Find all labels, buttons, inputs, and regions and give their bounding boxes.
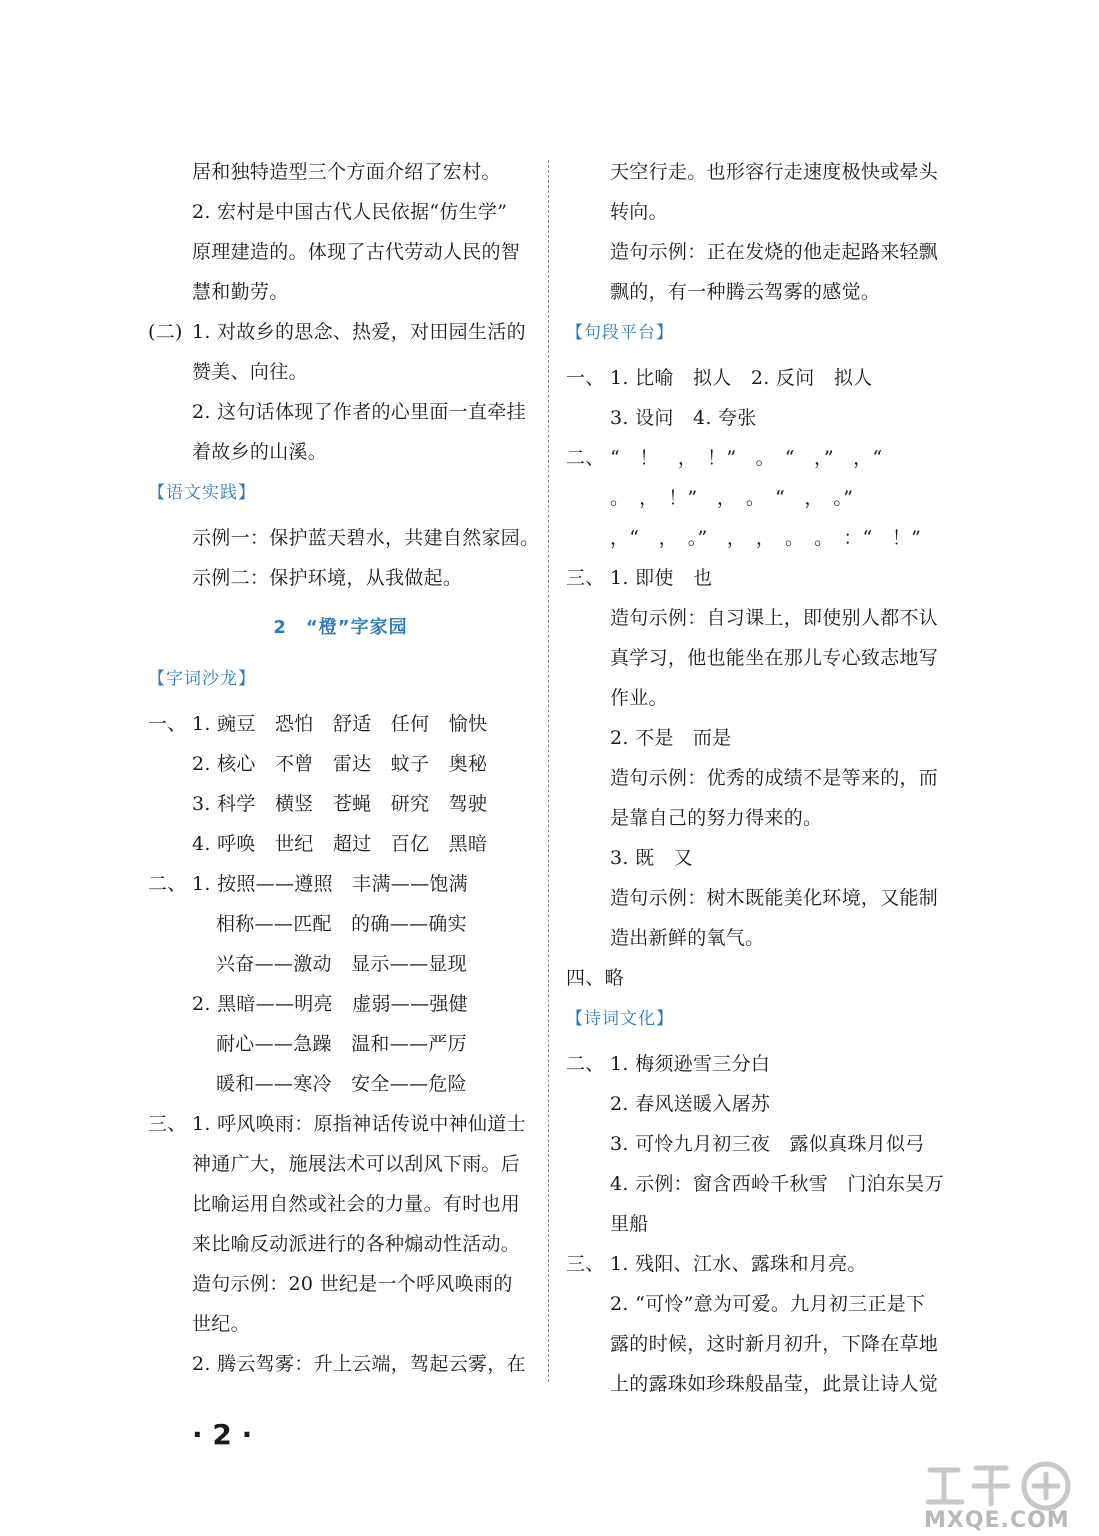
answer-text: 造句示例：树木既能美化环境，又能制 [610,887,939,909]
answer-line [566,678,956,718]
answer-text: 暖和——寒冷 安全——危险 [216,1073,467,1095]
answer-line [148,1344,533,1384]
section-header-label: 【句段平台】 [566,323,674,343]
answer-line [566,718,956,758]
answer-text: 。 ， ！” ， 。 “ ， 。” [610,487,854,509]
answer-text: 4. 呼唤 世纪 超过 百亿 黑暗 [192,833,488,855]
answer-line [148,232,533,272]
answer-text: 4. 示例：窗含西岭千秋雪 门泊东吴万 [610,1173,944,1195]
answer-text: 神通广大，施展法术可以刮风下雨。后 [192,1153,521,1175]
answer-line [566,1244,956,1284]
answer-text: 来比喻反动派进行的各种煽动性活动。 [192,1233,521,1255]
answer-text: 1. 呼风唤雨：原指神话传说中神仙道士 [192,1113,526,1135]
answer-line [566,878,956,918]
answer-text: ，“ ， 。” ， ， 。 。 ：“ ！” [610,527,922,549]
section-header-label: 【字词沙龙】 [148,669,256,689]
answer-text: 3. 既 又 [610,847,693,869]
section-header [566,998,956,1044]
left-column [148,152,540,1384]
answer-text: 比喻运用自然或社会的力量。有时也用 [192,1193,521,1215]
answer-text: 相称——匹配 的确——确实 [216,913,467,935]
answer-text: 着故乡的山溪。 [192,441,328,463]
answer-line [148,744,533,784]
answer-text: 耐心——急躁 温和——严厉 [216,1033,467,1055]
answer-line [566,798,956,838]
watermark-text: MXQE.COM [924,1508,1070,1533]
answer-line [148,1024,533,1064]
answer-line [566,438,956,478]
answer-line [566,398,956,438]
answer-text: 2. 这句话体现了作者的心里面一直牵挂 [192,401,526,423]
answer-text: “ ！ ， ！” 。 “ ，” ，“ [610,447,883,469]
answer-line [148,558,533,598]
answer-text: 1. 豌豆 恐怕 舒适 任何 愉快 [192,713,488,735]
answer-line [566,1324,956,1364]
answer-line [566,1284,956,1324]
answer-line [566,1084,956,1124]
answer-line [148,352,533,392]
answer-text: 四、略 [566,967,624,989]
answer-text: 转向。 [610,201,668,223]
answer-line [148,152,533,192]
answer-text: 造句示例：正在发烧的他走起路来轻飘 [610,241,939,263]
answer-line [148,1144,533,1184]
answer-text: 2. 黑暗——明亮 虚弱——强健 [192,993,468,1015]
item-marker: 三、 [148,1113,187,1135]
answer-line [566,192,956,232]
answer-line [148,432,533,472]
section-header [148,658,533,704]
section-header-label: 【诗词文化】 [566,1009,674,1029]
answer-text: 飘的，有一种腾云驾雾的感觉。 [610,281,881,303]
answer-line [148,392,533,432]
item-marker: 二、 [148,873,187,895]
answer-line [566,758,956,798]
answer-text: 天空行走。也形容行走速度极快或晕头 [610,161,939,183]
item-marker: (二) [148,321,183,343]
answer-line [566,272,956,312]
lesson-title: 2 “橙”字家园 [273,617,408,638]
answer-text: 示例一：保护蓝天碧水，共建自然家园。 [192,527,540,549]
answer-line [566,598,956,638]
answer-text: 赞美、向往。 [192,361,308,383]
answer-text: 2. 不是 而是 [610,727,732,749]
answer-line [148,1224,533,1264]
answer-text: 3. 可怜九月初三夜 露似真珠月似弓 [610,1133,925,1155]
answer-text: 1. 梅须逊雪三分白 [610,1053,771,1075]
right-column [566,152,956,1404]
answer-text: 造句示例：优秀的成绩不是等来的，而 [610,767,939,789]
answer-line [148,1304,533,1344]
answer-text: 示例二：保护环境，从我做起。 [192,567,463,589]
item-marker: 三、 [566,567,605,589]
answer-line [566,358,956,398]
answer-line [148,1264,533,1304]
answer-line [566,638,956,678]
answer-line [148,864,533,904]
answer-text: 3. 设问 4. 夸张 [610,407,757,429]
answer-text: 兴奋——激动 显示——显现 [216,953,467,975]
answer-text: 上的露珠如珍珠般晶莹，此景让诗人觉 [610,1373,939,1395]
answer-text: 2. 核心 不曾 雷达 蚊子 奥秘 [192,753,488,775]
answer-line [148,1184,533,1224]
answer-text: 2. 腾云驾雾：升上云端，驾起云雾，在 [192,1353,526,1375]
item-marker: 二、 [566,447,605,469]
answer-line [148,784,533,824]
item-marker: 一、 [148,713,187,735]
answer-line [148,518,540,558]
answer-text: 2. 春风送暖入屠苏 [610,1093,771,1115]
answer-line [566,1044,956,1084]
answer-line [148,824,533,864]
answer-line [566,232,956,272]
answer-line [148,1064,533,1104]
answer-line [566,1364,956,1404]
answer-text: 造句示例：20 世纪是一个呼风唤雨的 [192,1273,513,1295]
answer-line [566,558,956,598]
answer-line [566,478,956,518]
answer-line [148,312,533,352]
answer-text: 1. 按照——遵照 丰满——饱满 [192,873,468,895]
answer-text: 是靠自己的努力得来的。 [610,807,823,829]
answer-text: 慧和勤劳。 [192,281,289,303]
section-header-label: 【语文实践】 [148,483,256,503]
answer-text: 居和独特造型三个方面介绍了宏村。 [192,161,501,183]
answer-line [148,192,533,232]
answer-line [148,1104,533,1144]
answer-line [566,152,956,192]
answer-line [566,1164,956,1204]
answer-text: 造出新鲜的氧气。 [610,927,765,949]
answer-text: 原理建造的。体现了古代劳动人民的智 [192,241,521,263]
column-divider [548,160,549,1382]
answer-line [148,904,533,944]
answer-line [148,944,533,984]
answer-line [566,1204,956,1244]
answer-text: 真学习，他也能坐在那儿专心致志地写 [610,647,939,669]
answer-text: 1. 残阳、江水、露珠和月亮。 [610,1253,867,1275]
answer-text: 2. 宏村是中国古代人民依据“仿生学” [192,201,508,223]
section-header [566,312,956,358]
section-header [148,472,533,518]
answer-text: 露的时候，这时新月初升，下降在草地 [610,1333,939,1355]
answer-text: 造句示例：自习课上，即使别人都不认 [610,607,939,629]
page-number: · 2 · [192,1418,253,1451]
answer-line [148,272,533,312]
answer-line [566,518,956,558]
answer-text: 世纪。 [192,1313,250,1335]
answer-text: 作业。 [610,687,668,709]
answer-line [566,918,956,958]
answer-text: 3. 科学 横竖 苍蝇 研究 驾驶 [192,793,488,815]
answer-text: 2. “可怜”意为可爱。九月初三正是下 [610,1293,926,1315]
item-marker: 一、 [566,367,605,389]
answer-line [148,984,533,1024]
answer-line [566,1124,956,1164]
answer-line [566,838,956,878]
answer-line [148,704,533,744]
item-marker: 二、 [566,1053,605,1075]
answer-line [566,958,956,998]
answer-text: 1. 比喻 拟人 2. 反问 拟人 [610,367,873,389]
answer-text: 里船 [610,1213,649,1235]
answer-text: 1. 即使 也 [610,567,713,589]
answer-text: 1. 对故乡的思念、热爱，对田园生活的 [192,321,526,343]
item-marker: 三、 [566,1253,605,1275]
